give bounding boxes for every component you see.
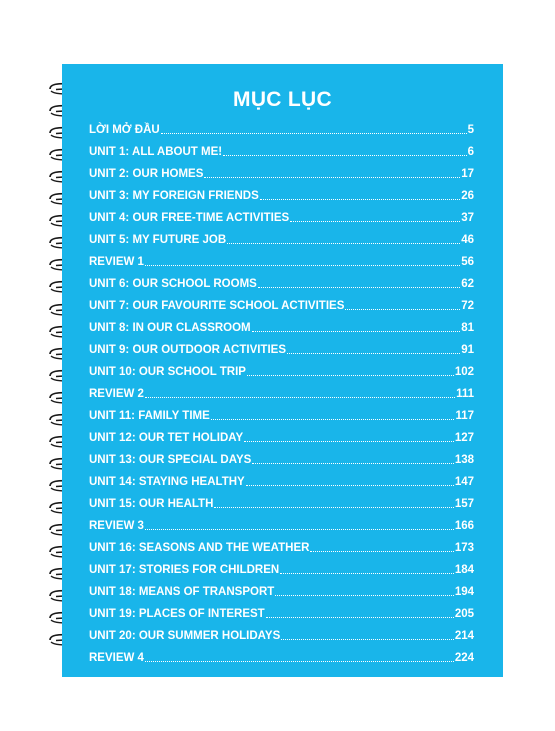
toc-entry-label: UNIT 1: ALL ABOUT ME! <box>89 146 223 158</box>
toc-entry-page-number: 224 <box>454 652 474 664</box>
toc-entry-label: UNIT 4: OUR FREE-TIME ACTIVITIES <box>89 212 290 224</box>
dot-leader <box>290 221 460 222</box>
dot-leader <box>227 243 460 244</box>
toc-entry[interactable] <box>89 533 474 555</box>
toc-entry-page-number: 46 <box>461 234 474 246</box>
toc-entry-page-number: 138 <box>454 454 474 466</box>
dot-leader <box>258 287 460 288</box>
dot-leader <box>275 595 454 596</box>
toc-entry-page-number: 5 <box>467 124 474 136</box>
dot-leader <box>252 331 461 332</box>
toc-entry-page-number: 37 <box>461 212 474 224</box>
toc-entry-label: UNIT 10: OUR SCHOOL TRIP <box>89 366 246 378</box>
page-title: MỤC LỤC <box>233 88 332 111</box>
toc-entry-label: UNIT 2: OUR HOMES <box>89 168 204 180</box>
toc-entry[interactable] <box>89 313 474 335</box>
toc-entry[interactable] <box>89 643 474 665</box>
toc-entry-page-number: 111 <box>456 388 474 400</box>
dot-leader <box>252 463 453 464</box>
toc-entry[interactable] <box>89 357 474 379</box>
dot-leader <box>246 485 454 486</box>
toc-entry[interactable] <box>89 247 474 269</box>
dot-leader <box>145 265 460 266</box>
dot-leader <box>204 177 460 178</box>
dot-leader <box>287 353 460 354</box>
toc-entry[interactable] <box>89 269 474 291</box>
toc-entry-label: UNIT 9: OUR OUTDOOR ACTIVITIES <box>89 344 286 356</box>
toc-entry[interactable] <box>89 291 474 313</box>
toc-list <box>89 115 474 665</box>
toc-entry[interactable] <box>89 137 474 159</box>
toc-entry[interactable] <box>89 115 474 137</box>
toc-entry-page-number: 26 <box>461 190 474 202</box>
toc-entry-label: UNIT 19: PLACES OF INTEREST <box>89 608 265 620</box>
toc-entry[interactable] <box>89 577 474 599</box>
toc-entry-page-number: 147 <box>454 476 474 488</box>
toc-entry-label: UNIT 17: STORIES FOR CHILDREN <box>89 564 280 576</box>
dot-leader <box>345 309 460 310</box>
dot-leader <box>211 419 455 420</box>
toc-entry-page-number: 91 <box>461 344 474 356</box>
dot-leader <box>280 573 454 574</box>
toc-entry-page-number: 81 <box>461 322 474 334</box>
dot-leader <box>244 441 454 442</box>
toc-entry-label: UNIT 8: IN OUR CLASSROOM <box>89 322 251 334</box>
toc-entry-page-number: 173 <box>454 542 474 554</box>
toc-entry-label: REVIEW 2 <box>89 388 144 400</box>
toc-entry-label: REVIEW 3 <box>89 520 144 532</box>
toc-entry[interactable] <box>89 423 474 445</box>
toc-entry-page-number: 184 <box>454 564 474 576</box>
toc-entry[interactable] <box>89 599 474 621</box>
toc-entry-page-number: 194 <box>454 586 474 598</box>
toc-entry-page-number: 205 <box>454 608 474 620</box>
toc-entry[interactable] <box>89 203 474 225</box>
toc-entry-page-number: 6 <box>467 146 474 158</box>
dot-leader <box>145 529 454 530</box>
toc-entry-label: UNIT 5: MY FUTURE JOB <box>89 234 227 246</box>
toc-entry-label: UNIT 7: OUR FAVOURITE SCHOOL ACTIVITIES <box>89 300 345 312</box>
toc-entry-page-number: 17 <box>461 168 474 180</box>
toc-entry-label: UNIT 13: OUR SPECIAL DAYS <box>89 454 252 466</box>
toc-entry[interactable] <box>89 225 474 247</box>
toc-entry-label: UNIT 20: OUR SUMMER HOLIDAYS <box>89 630 281 642</box>
toc-entry-label: UNIT 16: SEASONS AND THE WEATHER <box>89 542 310 554</box>
dot-leader <box>223 155 467 156</box>
toc-entry[interactable] <box>89 511 474 533</box>
toc-entry-label: UNIT 14: STAYING HEALTHY <box>89 476 245 488</box>
toc-entry-page-number: 117 <box>455 410 474 422</box>
toc-entry-page-number: 127 <box>454 432 474 444</box>
toc-entry-label: REVIEW 4 <box>89 652 144 664</box>
dot-leader <box>310 551 453 552</box>
toc-entry[interactable] <box>89 379 474 401</box>
toc-entry[interactable] <box>89 489 474 511</box>
dot-leader <box>161 133 467 134</box>
toc-entry[interactable] <box>89 181 474 203</box>
dot-leader <box>214 507 453 508</box>
dot-leader <box>247 375 454 376</box>
toc-entry-label: LỜI MỞ ĐẦU <box>89 124 160 136</box>
dot-leader <box>266 617 454 618</box>
toc-entry-page-number: 166 <box>454 520 474 532</box>
toc-entry-label: UNIT 15: OUR HEALTH <box>89 498 214 510</box>
toc-entry[interactable] <box>89 159 474 181</box>
dot-leader <box>260 199 460 200</box>
dot-leader <box>145 397 455 398</box>
toc-entry[interactable] <box>89 335 474 357</box>
toc-entry-page-number: 214 <box>454 630 474 642</box>
dot-leader <box>145 661 454 662</box>
toc-entry-label: UNIT 3: MY FOREIGN FRIENDS <box>89 190 259 202</box>
toc-entry-page-number: 157 <box>454 498 474 510</box>
dot-leader <box>281 639 454 640</box>
toc-entry-label: UNIT 18: MEANS OF TRANSPORT <box>89 586 275 598</box>
toc-entry[interactable] <box>89 401 474 423</box>
toc-entry[interactable] <box>89 445 474 467</box>
toc-entry-label: REVIEW 1 <box>89 256 144 268</box>
toc-entry-label: UNIT 12: OUR TET HOLIDAY <box>89 432 244 444</box>
toc-entry-page-number: 56 <box>461 256 474 268</box>
toc-entry-label: UNIT 6: OUR SCHOOL ROOMS <box>89 278 257 290</box>
toc-page <box>62 64 503 677</box>
toc-entry[interactable] <box>89 555 474 577</box>
toc-entry-page-number: 62 <box>461 278 474 290</box>
toc-entry-page-number: 72 <box>461 300 474 312</box>
toc-entry-label: UNIT 11: FAMILY TIME <box>89 410 210 422</box>
toc-entry[interactable] <box>89 621 474 643</box>
toc-entry[interactable] <box>89 467 474 489</box>
toc-entry-page-number: 102 <box>454 366 474 378</box>
